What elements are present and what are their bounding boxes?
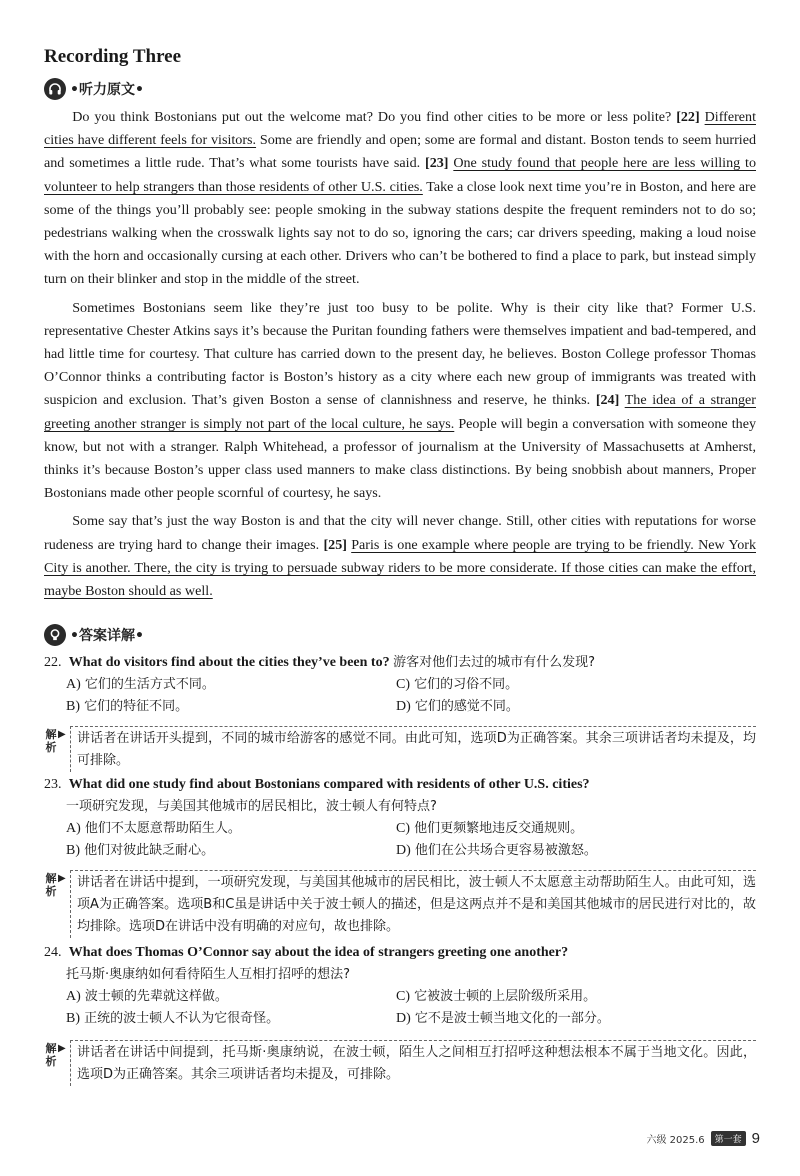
transcript-section-label: •听力原文• [70,82,144,98]
analysis-23 [44,870,756,938]
question-22 [44,652,756,718]
question-number: 23. [44,777,62,792]
exam-label: 六级 2025.6 [646,1135,705,1146]
analysis-tag: 解析 ▶ [45,872,66,898]
option: A) 波士顿的先辈就这样做。 [66,989,228,1004]
option: C) 他们更频繁地违反交通规则。 [396,821,584,836]
set-badge: 第一套 [711,1131,746,1146]
analysis-tag: 解析 ▶ [45,1042,66,1068]
option: B) 它们的特征不同。 [66,699,189,714]
option: A) 他们不太愿意帮助陌生人。 [66,821,241,836]
options [44,674,756,718]
analysis-22 [44,726,756,772]
transcript-segment: Some are friendly and open; some are formal and distant. Boston tends to seem hurried and sometimes a little rude. That’s what some tourists have said. [44,132,756,172]
question-stem [44,942,756,964]
page-footer [646,1130,760,1147]
answers-section-header [44,622,144,648]
options [44,986,756,1030]
question-marker: [25] [323,536,347,553]
question-stem [44,652,756,674]
page-number: 9 [751,1130,760,1147]
option: C) 它们的习俗不同。 [396,677,519,692]
question-stem-en: What do visitors find about the cities they’ve been to? [68,655,390,670]
question-stem-en: What did one study find about Bostonians compared with residents of other U.S. cities? [68,777,590,792]
option: D) 它不是波士顿当地文化的一部分。 [396,1011,610,1026]
question-marker: [23] [425,155,449,172]
headphones-icon [44,78,66,100]
transcript-section-header [44,76,144,102]
option: B) 正统的波士顿人不认为它很奇怪。 [66,1011,280,1026]
answer-key-sentence: Different cities have different feels for visitors. [44,109,756,149]
question-24 [44,942,756,1030]
option: C) 它被波士顿的上层阶级所采用。 [396,989,597,1004]
question-number: 22. [44,655,62,670]
question-stem-cn: 一项研究发现，与美国其他城市的居民相比，波士顿人有何特点? [66,799,437,814]
option: D) 他们在公共场合更容易被激怒。 [396,843,597,858]
question-stem-cn: 托马斯·奥康纳如何看待陌生人互相打招呼的想法? [66,967,351,982]
answers-section-label: •答案详解• [70,628,144,644]
analysis-text: 讲话者在讲话开头提到，不同的城市给游客的感觉不同。由此可知，选项D为正确答案。其余三项讲话者均未提及，均可排除。 [70,726,756,772]
transcript-text [44,106,756,603]
option: A) 它们的生活方式不同。 [66,677,215,692]
question-23 [44,774,756,862]
transcript-paragraph [44,106,756,292]
transcript-paragraph [44,510,756,603]
analysis-text: 讲话者在讲话中提到，一项研究发现，与美国其他城市的居民相比，波士顿人不太愿意主动帮助陌生人。由此可知，选项A为正确答案。选项B和C虽是讲话中关于波士顿人的描述，但是这两点并不是和美国其他城市的居民进行对比的，故均排除。选项D在讲话中没有明确的对应句，故也排除。 [70,870,756,938]
option: D) 它们的感觉不同。 [396,699,519,714]
arrow-icon: ▶ [58,729,66,740]
answer-key-sentence: Paris is one example where people are trying to be friendly. New York City is another. There, the city is trying to persuade subway riders to be more considerate. If those cities can make the effort, maybe Boston should as well. [44,536,756,600]
options [44,818,756,862]
transcript-paragraph [44,297,756,506]
transcript-segment: Do you think Bostonians put out the welcome mat? Do you find other cities to be more or less polite? [72,109,677,125]
question-stem [44,774,756,796]
question-stem-en: What does Thomas O’Connor say about the idea of strangers greeting one another? [68,945,569,960]
analysis-tag: 解析 ▶ [45,728,66,754]
question-marker: [22] [676,109,700,125]
transcript-segment: Take a close look next time you’re in Boston, and here are some of the things you’ll probably see: people smoking in the subway stations despite the frequent reminders not to do so; pedestrians walking when the crosswalk lights say not to do so, ignoring the cars; car drivers speeding, making a loud noise with the horn and occasionally cursing at each other. Drivers who can’t be bothered to find a place to park, but instead simply turn on their blinker and stop in the middle of the street. [44,178,757,288]
arrow-icon: ▶ [58,873,66,884]
question-stem-cn: 游客对他们去过的城市有什么发现? [393,655,595,670]
question-marker: [24] [595,392,620,409]
answer-key-sentence: The idea of a stranger greeting another stranger is simply not part of the local culture, he says. [44,392,756,432]
lightbulb-icon [44,624,66,646]
analysis-text: 讲话者在讲话中间提到，托马斯·奥康纳说，在波士顿，陌生人之间相互打招呼这种想法根本不属于当地文化。因此，选项D为正确答案。其余三项讲话者均未提及，可排除。 [70,1040,756,1086]
arrow-icon: ▶ [58,1043,66,1054]
option: B) 他们对彼此缺乏耐心。 [66,843,215,858]
answer-key-sentence: One study found that people here are less willing to volunteer to help strangers than those residents of other U.S. cities. [44,155,756,195]
recording-title: Recording Three [44,46,182,67]
question-number: 24. [44,945,62,960]
transcript-segment: People will begin a conversation with someone they know, but not with a stranger. Ralph Whitehead, a professor of journalism at the University of Massachusetts at Amherst, thinks it’s because Boston’s upper class used manners to make class distinctions. By being snobbish about manners, Proper Bostonians made other people scornful of courtesy, he says. [44,415,756,502]
analysis-24 [44,1040,756,1086]
transcript-segment: Some say that’s just the way Boston is and that the city will never change. Still, other cities with reputations for worse rudeness are trying hard to change their images. [44,513,756,553]
transcript-segment: Sometimes Bostonians seem like they’re just too busy to be polite. Why is their city like that? Former U.S. representative Chester Atkins says it’s because the Puritan founding fathers were themselves impatient and bad-tempered, and had little time for courtesy. That culture has carried down to the present day, he believes. Boston College professor Thomas O’Connor thinks a contributing factor is Boston’s history as a city where each new group of immigrants was treated with suspicion and exclusion. That’s given Boston a sense of clannishness and reserve, he thinks. [44,299,756,409]
